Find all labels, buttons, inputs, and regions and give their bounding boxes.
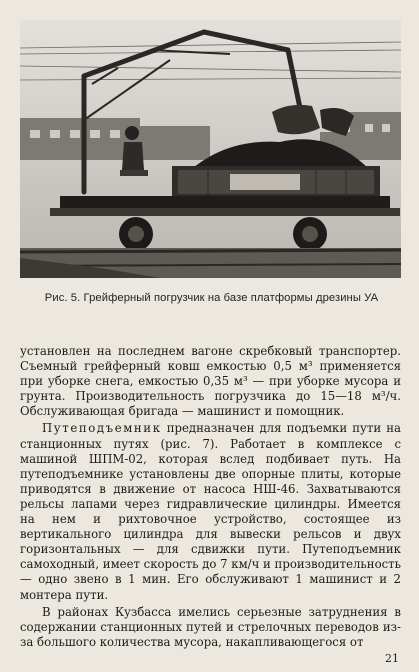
operator-figure (122, 142, 144, 170)
paragraph-track-lifter (20, 421, 401, 602)
paragraph-kuzbass: В районах Кузбасса имелись серьезные затруднения в содержании станционных путей и стрелочных переводов из-за большого количества мусора, накапливающегося от (20, 604, 401, 649)
grab-bucket (272, 105, 320, 134)
paragraph-track-lifter-text: предназначен для подъемки пути на станционных путях (рис. 7). Работает в комплексе с машиной ШПМ-02, которая вслед подбивает путь. На путеподъемнике установлены две опорные плиты, которые приводятся в движение от насоса НШ-46. Захватываются рельсы лапами через гидравлические цилиндры. Имеется на нем и рихтовочное устройство, состоящее из вертикального цилиндра для вывески рельсов и двух горизонтальных — для сдвижки пути. Путеподъемник самоходный, имеет скорость до 7 км/ч и производительность — одно звено в 1 мин. Его обслуживают 1 машинист и 2 монтера пути. (20, 421, 401, 602)
term-track-lifter: Путеподъемник (42, 421, 162, 436)
figure-photo (20, 20, 401, 278)
grab-loader-illustration (20, 20, 401, 278)
chassis (60, 196, 390, 210)
body-text (20, 344, 401, 650)
figure-caption: Рис. 5. Грейферный погрузчик на базе платформы дрезины УА (44, 292, 379, 304)
paragraph-continuation: установлен на последнем вагоне скребковый транспортер. Съемный грейферный ковш емкостью 0,5 м³ применяется при уборке снега, емкостью 0,35 м³ — при уборке мусора и грунта. Производительность погрузчика до 15—18 м³/ч. Обслуживающая бригада — машинист и помощник. (20, 344, 401, 419)
page-number: 21 (385, 652, 399, 665)
